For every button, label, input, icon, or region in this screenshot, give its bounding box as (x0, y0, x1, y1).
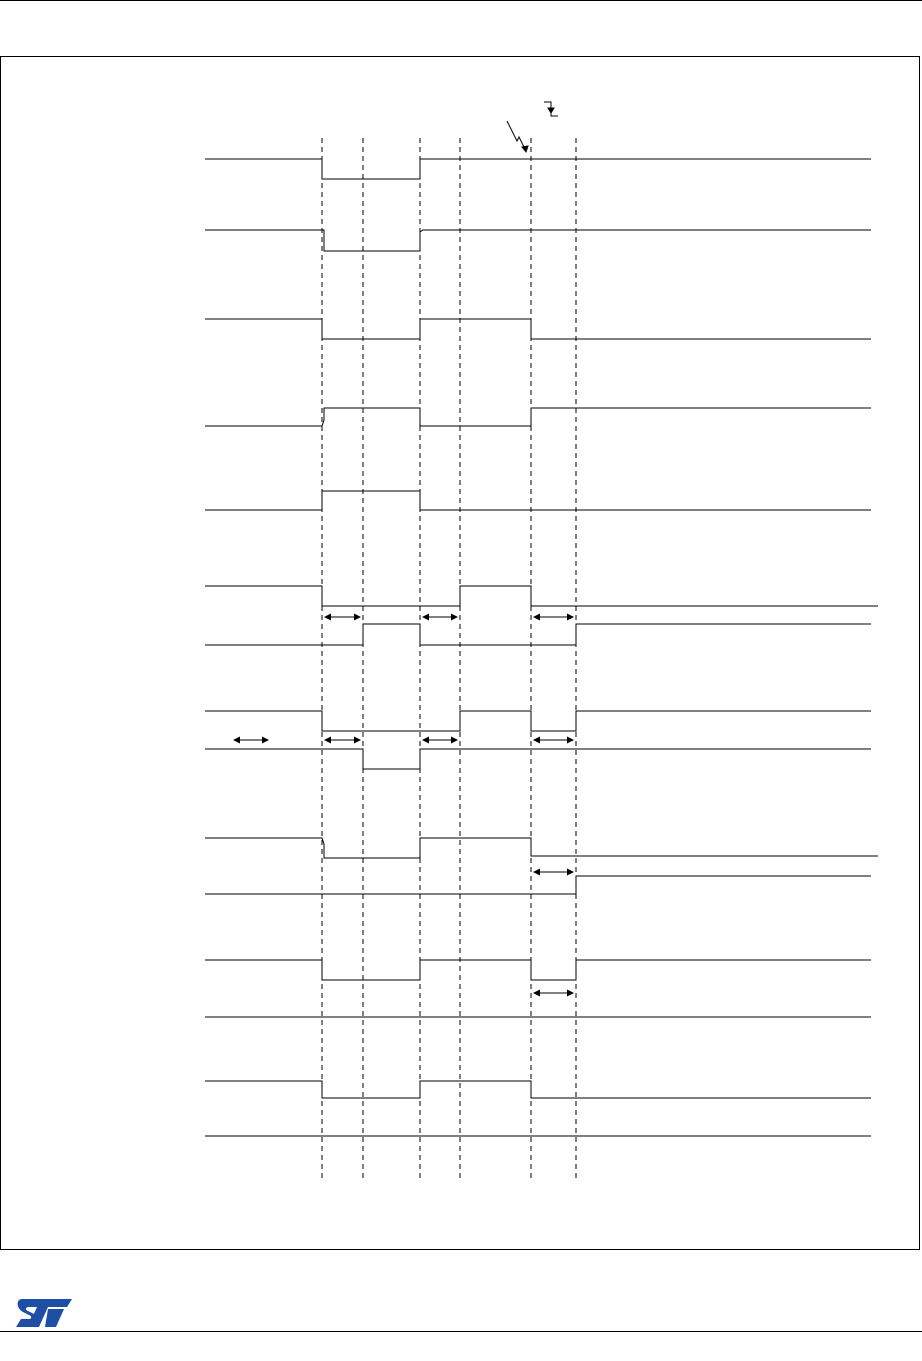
signal-4-waveform (205, 408, 871, 426)
st-logo-icon (14, 1297, 76, 1329)
signal-6b-waveform (205, 624, 871, 645)
signal-7a-waveform (205, 711, 871, 731)
signal-2-waveform (205, 230, 871, 251)
signal-6a-waveform (205, 586, 878, 606)
signal-3-waveform (205, 319, 871, 339)
signal-8a-waveform (205, 838, 878, 858)
signal-1-waveform (205, 159, 871, 179)
signal-8b-waveform (205, 876, 871, 894)
footer-rule (0, 1331, 922, 1332)
signal-9a-waveform (205, 960, 871, 980)
signal-7b-waveform (205, 749, 871, 769)
signal-10a-waveform (205, 1081, 871, 1098)
time-guides (322, 138, 576, 1178)
edge-marker-arrowhead (522, 146, 528, 152)
step-marker-arrowhead (548, 108, 554, 113)
signal-5-waveform (205, 491, 871, 510)
